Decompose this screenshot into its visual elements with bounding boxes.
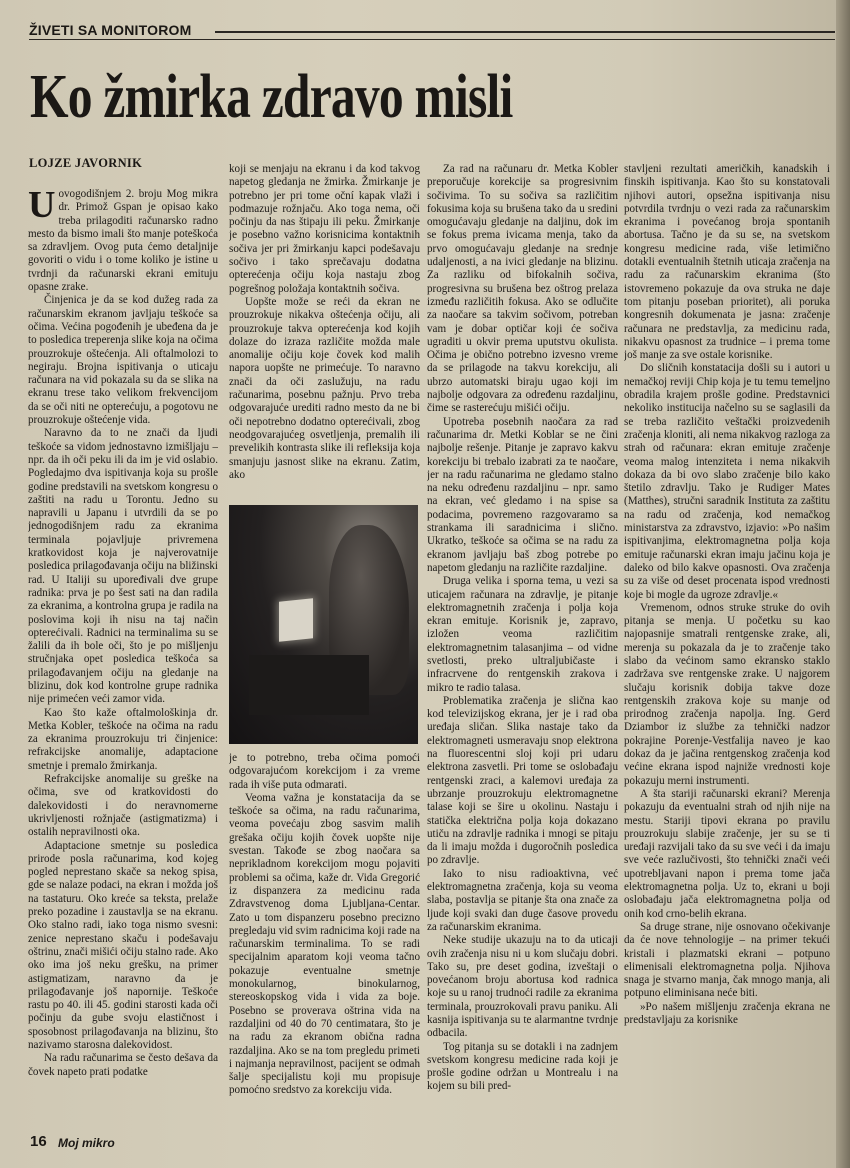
paragraph: Uovogodišnjem 2. broju Mog mikra dr. Primož Gspan je opisao kako treba prilagoditi računarsko radno mesto da bismo imali što manje poteškoća sa zdravljem. Ovog puta ćemo detaljnije govoriti o vidu i o tome koliko je istine u tvrdnji da računarski ekrani emituju opasne zrake. bbox=[28, 188, 218, 294]
paragraph: Iako to nisu radioaktivna, već elektromagnetna zračenja, koja su veoma slaba, postavlja se pitanje šta ona znače za ljude koji svaki dan duge časove provedu za računarskim ekranima. bbox=[427, 867, 618, 933]
text-column-3 bbox=[427, 163, 618, 1111]
paragraph: Problematika zračenja je slična kao kod televizijskog ekrana, jer je i rad oba uređaja sličan. Slika nastaje tako da elektromagneti usmeravaju snop elektrona na fluorescentni sloj koji pri udaru elektrona zasvetli. Pri tome se oslobađaju rentgenski zraci, a kalemovi uređaja za ubrzanje prouzrokuju elektromagnetne talase koji se šire u okolinu. Nastaju i statička električna polja koja dokazano utiču na zdravlje radnika i mnogi se pitaju da li imaju možda i dugoročnih posledica po zdravlje. bbox=[427, 694, 618, 867]
magazine-name: Moj mikro bbox=[58, 1136, 115, 1150]
paragraph: Na radu računarima se često dešava da čovek napeto prati podatke bbox=[28, 1052, 218, 1078]
header-rule bbox=[215, 31, 835, 33]
monitor-photo bbox=[229, 505, 418, 744]
paragraph: Za rad na računaru dr. Metka Kobler preporučuje korekcije sa progresivnim sočivima. To su sočiva sa različitim fokusima koja su brušena tako da u sredini omogućavaju gledanje na daljinu, dok im se fokus prema ivicama menja, tako da prvo omogućavaju gledanje na srednje udaljenosti, a na ivici gledanje na blizinu. Za razliku od bifokalnih sočiva, progresivna su brušena bez oštrog prelaza između različitih fokusa. Ako se odlučite za naočare sa takvim sočivom, potreban vam je dobar optičar koji će sočiva ugraditi u okvir prema uputstvu okulista. Očima je obično potrebno izvesno vreme da se prilagode na takvu korekciju, ali ubrzo automatski biraju ugao koji im najbolje odgovara za određenu razdaljinu, čime se rasterećuju mišići očiju. bbox=[427, 163, 618, 415]
text-column-1 bbox=[28, 188, 218, 1116]
page-edge-shadow bbox=[836, 0, 850, 1168]
paragraph: Refrakcijske anomalije su greške na očima, sve od kratkovidosti do dalekovidosti i do neravnomerne ukrivljenosti rožnjače (astigmatizma) i ostalih nepravilnosti oka. bbox=[28, 773, 218, 839]
header-rule-thin bbox=[29, 39, 835, 40]
paragraph: A šta stariji računarski ekrani? Merenja pokazuju da eventualni strah od njih nije na mestu. Stariji tipovi ekrana po pravilu prouzrokuju slabije zračenje, jer su se ti uređaji razvijali tako da su sve veći i da imaju sve veće razlučivosti, što tehnički znači veći upotrebljavani napon i prema tome jača elektromagnetna polja. Uz to, ekrani u boji oslobađaju jača elektromagnetna polja od onih kod crno-belih ekrana. bbox=[624, 787, 830, 920]
paragraph: stavljeni rezultati američkih, kanadskih i finskih ispitivanja. Kao što su konstatovali njihovi autori, opsežna ispitivanja nisu potvrdila tvrdnju o vezi rada za računarskim ekranima i povećanog broja spontanih abortusa. Tačno je da su se, na svetskom kongresu medicine rada, više letimično dotakli eventualnih štetnih uticaja zračenja na radu za računarskim ekranima (što istovremeno pokazuje da ova struka ne daje tom pitanju poseban prioritet), ali poruka kongresnih dokumenata je jasna: zračenje računara ne predstavlja, za medicinu rada, nikakvu opasnost za trudnice – i prema tome još manje za sve ostale korisnike. bbox=[624, 163, 830, 362]
paragraph: Kao što kaže oftalmološkinja dr. Metka Kobler, teškoće na očima na radu za ekranima prouzrokuju tri činjenice: refrakcijske anomalije, adaptacione smetnje i premalo žmirkanja. bbox=[28, 706, 218, 772]
paragraph: je to potrebno, treba očima pomoći odgovarajućom korekcijom i za vreme rada ih više puta odmarati. bbox=[229, 752, 420, 791]
paragraph: Do sličnih konstatacija došli su i autori u nemačkoj reviji Chip koja je tu temu temeljno obradila krajem prošle godine. Predstavnici nekoliko institucija načelno su se saglasili da se treba različito veštački proizvedenih zračenja kloniti, ali nema nikakvog razloga za strah od računara: ekran emituje zračenje veoma malog intenziteta i nema nikakvih dokaza da bi ovo slabo zračenje bilo kako štetilo zdravlju. Tako je Rudiger Mates (Matthes), stručni saradnik Instituta za zaštitu na radu od zračenja, kod nemačkog ministarstva za zdravstvo, izjavio: »Po našim ispitivanjima, elektromagnetna polja koja emituje računarski ekran imaju jačinu koja je daleko od bilo kakve opasnosti. Ova zračenja su za više od deset procenata ispod vrednosti koje bi mogle da ugroze zdravlje.« bbox=[624, 362, 830, 601]
paragraph: Upotreba posebnih naočara za rad računarima dr. Metki Koblar se ne čini najbolje rešenje. Pitanje je zapravo kakvu korekciju bi trebalo izabrati za te naočare, jer na radu računarima ne gledamo stalno na neku određenu razdaljinu – npr. samo na ekran, već gledamo i na spise sa podacima, povremeno razgovaramo sa strankama ili saradnicima i slično. Ukratko, teškoće sa očima se na radu za ekranom javljaju baš zbog potrebe po napetom gledanju na različite razdaljine. bbox=[427, 415, 618, 574]
article-headline: Ko žmirka zdravo misli bbox=[30, 63, 513, 131]
page-number: 16 bbox=[30, 1133, 47, 1150]
text-column-2-top bbox=[229, 163, 420, 493]
paragraph: Vremenom, odnos struke struke do ovih pitanja se menja. U početku su kao najopasnije smatrali rentgenske zrake, ali, merenja su pokazala da je to zračenje tako slabo da većinom samo ekransko staklo zadržava sve rentgenske zrake. U najgorem slučaju korisnik dobija takve doze rentgenskih zrakova koje su manje od prirodnog zračenja napolja. Ing. Gerd Dziambor iz službe za tehnički nadzor pokrajine Porenje-Vestfalija naveo je kao dokaz da je jačina rentgenskog zračenja kod većine ekrana ispod najniže vrednosti koje pokazuju merni instrumenti. bbox=[624, 601, 830, 787]
text-column-4 bbox=[624, 163, 830, 1111]
paragraph: Naravno da to ne znači da ljudi teškoće sa vidom jednostavno izmišljaju – npr. da ih oči peku ili da im je vid oslabio. Pogledajmo dva ispitivanja koja su prošle godine predstavili na svetskom kongresu o zaštiti na radu u Torontu. Jedno su napravili u Japanu i utvrdili da se po jednogodišnjem radu za ekranima terminala pojavljuje privremena kratkovidost koja je najverovatnije posledica prilagođavanja očiju na bližinski rad. U Italiji su upoređivali dve grupe radnika: prva je po šest sati na dan radila za ekranima, a kontrolna grupa je radila na poslovima koji ih nisu na taj način opterećivali. Radnici na terminalima su se žalili da ih bole oči, što je po mišljenju stručnjaka opet posledica teškoća sa prilagođavanjem očiju na gledanje na blizinu, dok kod kontrolne grupe radnika nije primećen veći zamor vida. bbox=[28, 427, 218, 706]
photo-desk bbox=[249, 655, 369, 715]
drop-cap: U bbox=[28, 188, 56, 226]
paragraph: Činjenica je da se kod dužeg rada za računarskim ekranom javljaju teškoće sa očima. Većina pogođenih je ubeđena da je to posledica treperenja slike koja na očima prouzrokuje oštećenja. Ali oftalmolozi to negiraju. Brojna ispitivanja o uticaju računara na vid pokazala su da se slika na ekranu trese tako velikom frekvencijom da se oči niti ne opterećuju, a pogotovu ne prouzrokuje oštećenje vida. bbox=[28, 294, 218, 427]
paragraph: »Po našem mišljenju zračenja ekrana ne predstavljaju za korisnike bbox=[624, 1000, 830, 1026]
text-column-2-bottom bbox=[229, 752, 420, 1107]
section-title: ŽIVETI SA MONITOROM bbox=[29, 22, 192, 38]
paragraph: Tog pitanja su se dotakli i na zadnjem svetskom kongresu medicine rada koji je prošle godine održan u Montrealu i na kojem su bili pred- bbox=[427, 1040, 618, 1093]
paragraph: Druga velika i sporna tema, u vezi sa uticajem računara na zdravlje, je pitanje elektromagnetnih zračenja i polja koja ekran emituje. Korisnik je, zapravo, izložen veoma različitim elektromagnetnim talasanjima – od vidne svetlosti, preko ultraljubičaste i infracrvene do rentgenskih zrakova i mikro te radio talasa. bbox=[427, 575, 618, 694]
monitor-screen-glow bbox=[279, 598, 313, 642]
article-author: LOJZE JAVORNIK bbox=[29, 156, 143, 170]
paragraph: koji se menjaju na ekranu i da kod takvog napetog gledanja ne žmirka. Žmirkanje je potrebno jer pri tome oční kapak vlaži i podmazuje rožnjaču. Ako toga nema, oči počinju da nas štipaju ili peku. Žmirkanje je posebno važno korisnicima kontaktnih sočiva jer pri žmirkanju kapci podešavaju sočivo i tako sprečavaju dodatna opterećenja očiju koja nastaju zbog pogrešnog položaja kontaktnih sočiva. bbox=[229, 163, 420, 295]
paragraph: Veoma važna je konstatacija da se teškoće sa očima, na radu računarima, veoma povećaju zbog sasvim malih grešaka očiju kojih čovek uopšte nije svestan. Takođe se zbog naočara sa neprikladnom korekcijom mogu pojaviti problemi sa očima, kaže dr. Vida Gregorić iz dispanzera za medicinu rada Zdravstvenog doma Ljubljana-Centar. Zato u tom dispanzeru posebno precizno pregledaju vid svim radnicima koji rade na računarskim terminalima. To se radi specijalnim aparatom koji veoma tačno pokazuje eventualne smetnje monokularnog, binokularnog, stereoskopskog vida i vida za boje. Posebno se proverava oštrina vida na razdaljini od 40 do 70 centimatara, što je na radu za ekranom obična radna razdaljina. Ako se na tom pregledu primeti i najmanja nepravilnost, pacijent se odmah šalje specijalistu koji mu propisuje pomoćno sredstvo za korekciju vida. bbox=[229, 791, 420, 1097]
paragraph: Adaptacione smetnje su posledica prirode posla računarima, kod kojeg pogled neprestano skače sa nekog spisa, gde se nalaze podaci, na ekran i možda još na tastaturu. Oko kreće sa teksta, prelaže preko pozadine i zaustavlja se na ekranu. Oko stalno radi, iako toga nismo svesni: zenice neprestano skaču i podešavaju oštrinu, znači mišići očiju stalno rade. Ako oko ima još neku grešku, na primer astigmatizam, naravno da je prilagođavanje još napornije. Teškoće rastu po 40. ili 45. godini starosti kada oči počinju da gube svoju elastičnost i sposobnost prilagođavanja na blizinu, što nazivamo starosna dalekovidost. bbox=[28, 839, 218, 1051]
paragraph: Neke studije ukazuju na to da uticaji ovih zračenja nisu ni u kom slučaju dobri. Tako su, pre deset godina, izveštaji o povećanom broju abortusa kod radnica koje su u ranoj trudnoći radile za ekranima terminala, prouzrokovali pravu paniku. Ali kasnija ispitivanja su te alarmantne tvrdnje odbacila. bbox=[427, 934, 618, 1040]
paragraph: Sa druge strane, nije osnovano očekivanje da će nove tehnologije – na primer tekući kristali i plazmatski ekrani – potpuno elimenisali elektromagnetna polja. Njihova snaga je stvarno manja, čak mnogo manja, ali potpuno eliminisana neće biti. bbox=[624, 920, 830, 1000]
paragraph: Uopšte može se reći da ekran ne prouzrokuje nikakva oštećenja očiju, ali prouzrokuje takva opterećenja kod kojih dolaze do izraza različite možda male anomalije očiju koje čovek kod malih napora uopšte ne primećuje. To naravno znači da oči zaslužuju, na radu računarima, posebnu pažnju. Prvo treba odgovarajuće urediti radno mesto da ne bi oči nepotrebno dodatno opterećivali, zbog neodgovarajućeg osvetljenja, premalih ili prevelikih kontrasta slike ili refleksija koja smanjuju jasnost slike na ekranu. Zatim, ako bbox=[229, 295, 420, 481]
